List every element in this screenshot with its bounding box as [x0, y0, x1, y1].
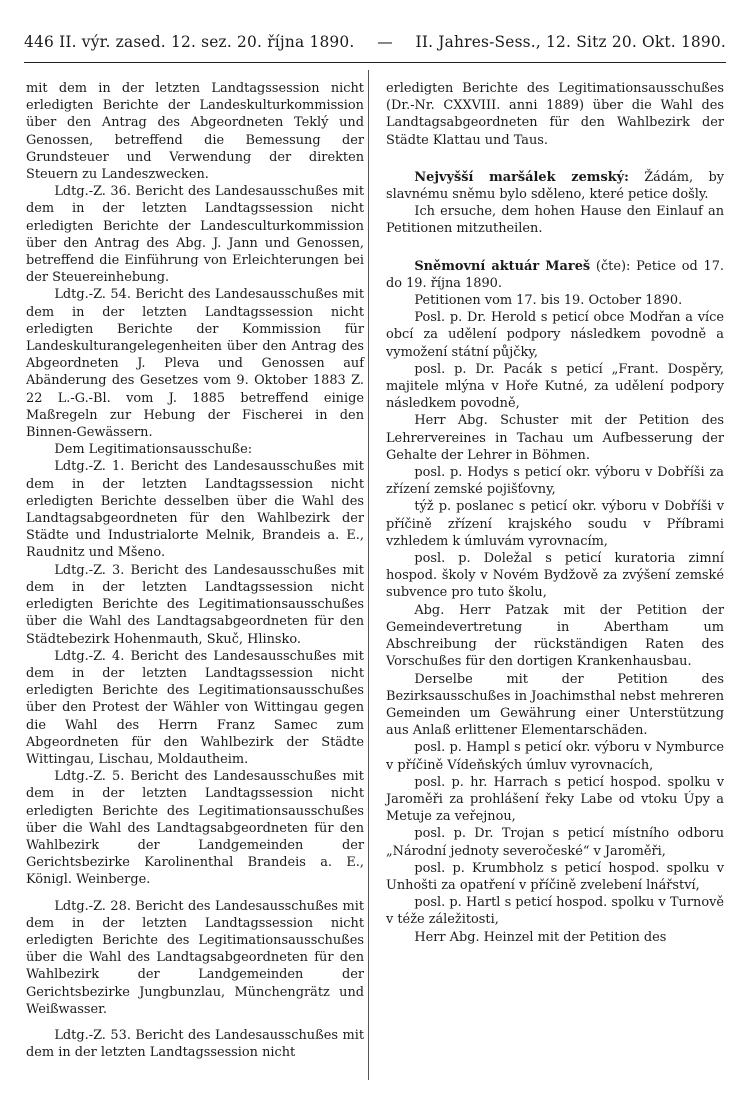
header-rule [24, 62, 726, 63]
paragraph: Ldtg.-Z. 53. Bericht des Landesausschußes mit dem in der letzten Landtagssession nicht [26, 1027, 364, 1061]
paragraph: Ldtg.-Z. 54. Bericht des Landesausschußes mit dem in der letzten Landtagssession nicht erledigten Berichte der Kommission für Landeskulturangelegenheiten über den Antrag des Abgeordneten J. Pleva und Genossen auf Abänderung des Gesetzes vom 9. Oktober 1883 Z. 22 L.-G.-Bl. vom J. 1885 betreffend einige Maßregeln zur Hebung der Fischerei in den Binnen-Gewässern. [26, 287, 364, 441]
paragraph: posl. p. hr. Harrach s peticí hospod. spolku v Jaroměři za prohlášení řeky Labe od vtoku Úpy a Metuje za veřejnou, [386, 774, 724, 825]
paragraph: Ldtg.-Z. 1. Bericht des Landesausschußes mit dem in der letzten Landtagssession nicht erledigten Berichte desselben über die Wahl des Landtagsabgeordneten für den Wahlbezirk der Städte und Industrialorte Melnik, Brandeis a. E., Raudnitz und Mšeno. [26, 459, 364, 561]
paragraph: posl. p. Hodys s peticí okr. výboru v Dobříši za zřízení zemské pojišťovny, [386, 465, 724, 498]
paragraph: Herr Abg. Schuster mit der Petition des Lehrervereines in Tachau um Aufbesserung der Gehalte der Lehrer in Böhmen. [386, 413, 724, 463]
paragraph: Dem Legitimationsausschuße: [54, 442, 253, 458]
paragraph: posl. p. Doležal s peticí kuratoria zimní hospod. školy v Novém Bydžově za zvýšení zemské subvence pro tuto školu, [386, 551, 724, 601]
paragraph: Ldtg.-Z. 36. Bericht des Landesausschußes mit dem in der letzten Landtagssession nicht erledigten Berichte der Landesculturkommission über den Antrag des Abg. J. Jann und Genossen, betreffend die Einführung von Erleichterungen bei der Steuereinhebung. [26, 184, 364, 286]
paragraph: erledigten Berichte des Legitimationsausschußes (Dr.-Nr. CXXVIII. anni 1889) über die Wahl des Landtagsabgeordneten für den Wahlbezirk der Städte Klattau und Taus. [386, 81, 724, 148]
speaker-name: Sněmovní aktuár Mareš [414, 258, 591, 274]
header-left: 446 II. výr. zased. 12. sez. 20. října 1890. [24, 33, 355, 51]
header-separator: — [377, 33, 393, 51]
left-column [26, 80, 364, 1104]
paragraph-text: Žádám, by slavnému sněmu bylo sděleno, které petice došly. [386, 169, 724, 203]
paragraph: posl. p. Dr. Pacák s peticí „Frant. Dospěry, majitele mlýna v Hoře Kutné, za udělení podpory následkem povodně, [386, 361, 724, 412]
column-divider [368, 70, 369, 1080]
paragraph: Ldtg.-Z. 5. Bericht des Landesausschußes mit dem in der letzten Landtagssession nicht erledigten Berichte des Legitimationsausschußes über die Wahl des Landtagsabgeordneten für den Wahlbezirk der Landgemeinden der Gerichtsbezirke Karolinenthal Brandeis a. E., Königl. Weinberge. [26, 769, 364, 888]
page-header [24, 33, 726, 59]
paragraph [386, 258, 724, 292]
paragraph: Ich ersuche, dem hohen Hause den Einlauf an Petitionen mitzutheilen. [386, 204, 724, 237]
paragraph [386, 169, 724, 203]
paragraph: Ldtg.-Z. 4. Bericht des Landesausschußes mit dem in der letzten Landtagssession nicht erledigten Berichte des Legitimationsausschußes über den Protest der Wähler von Wittingau gegen die Wahl des Herrn Franz Samec zum Abgeordneten für den Wahlbezirk der Städte Wittingau, Lischau, Moldautheim. [26, 648, 364, 767]
paragraph: posl. p. Hampl s peticí okr. výboru v Nymburce v příčině Vídeňských úmluv vyrovnacích, [386, 740, 724, 773]
paragraph: Derselbe mit der Petition des Bezirksausschußes in Joachimsthal nebst mehreren Gemeinden um Gewährung einer Unterstützung aus Anlaß erlittener Elementarschäden. [386, 671, 724, 739]
paragraph: posl. p. Hartl s peticí hospod. spolku v Turnově v téže záležitosti, [386, 895, 724, 928]
paragraph: posl. p. Dr. Trojan s peticí místního odboru „Národní jednoty severočeské“ v Jaroměři, [386, 826, 724, 859]
paragraph-text: (čte): Petice od 17. do 19. října 1890. [386, 258, 724, 291]
paragraph: Ldtg.-Z. 3. Bericht des Landesausschußes mit dem in der letzten Landtagssession nicht erledigten Berichte des Legitimationsausschußes über die Wahl des Landtagsabgeordneten für den Städtebezirk Hohenmauth, Skuč, Hlinsko. [26, 562, 364, 647]
paragraph: posl. p. Krumbholz s peticí hospod. spolku v Unhošti za opatření v příčině zvelebení lnářství, [386, 860, 724, 893]
right-column [386, 80, 724, 1104]
speaker-name: Nejvyšší maršálek zemský: [414, 169, 629, 185]
paragraph: mit dem in der letzten Landtagssession nicht erledigten Berichte der Landeskulturkommission über den Antrag des Abgeordneten Teklý und Genossen, betreffend die Bemessung der Grundsteuer und Verwendung der direkten Steuern zu Landeszwecken. [26, 81, 364, 183]
paragraph: Petitionen vom 17. bis 19. October 1890. [414, 293, 683, 309]
header-right: II. Jahres-Sess., 12. Sitz 20. Okt. 1890. [415, 33, 726, 51]
paragraph: Abg. Herr Patzak mit der Petition der Gemeindevertretung in Abertham um Abschreibung der rückständigen Raten des Vorschußes für den dortigen Krankenhausbau. [386, 602, 724, 670]
paragraph: Posl. p. Dr. Herold s peticí obce Modřan a více obcí za udělení podpory následkem povodně a vymožení státní půjčky, [386, 310, 724, 360]
paragraph: Herr Abg. Heinzel mit der Petition des [414, 929, 667, 945]
paragraph: týž p. poslanec s peticí okr. výboru v Dobříši v příčině zřízení krajského soudu v Příbrami vzhledem k úmluvám vyrovnacím, [386, 499, 724, 549]
paragraph: Ldtg.-Z. 28. Bericht des Landesausschußes mit dem in der letzten Landtagssession nicht erledigten Berichte des Legitimationsausschußes über die Wahl des Landtagsabgeordneten für den Wahlbezirk der Landgemeinden der Gerichtsbezirke Jungbunzlau, Münchengrätz und Weißwasser. [26, 898, 364, 1017]
